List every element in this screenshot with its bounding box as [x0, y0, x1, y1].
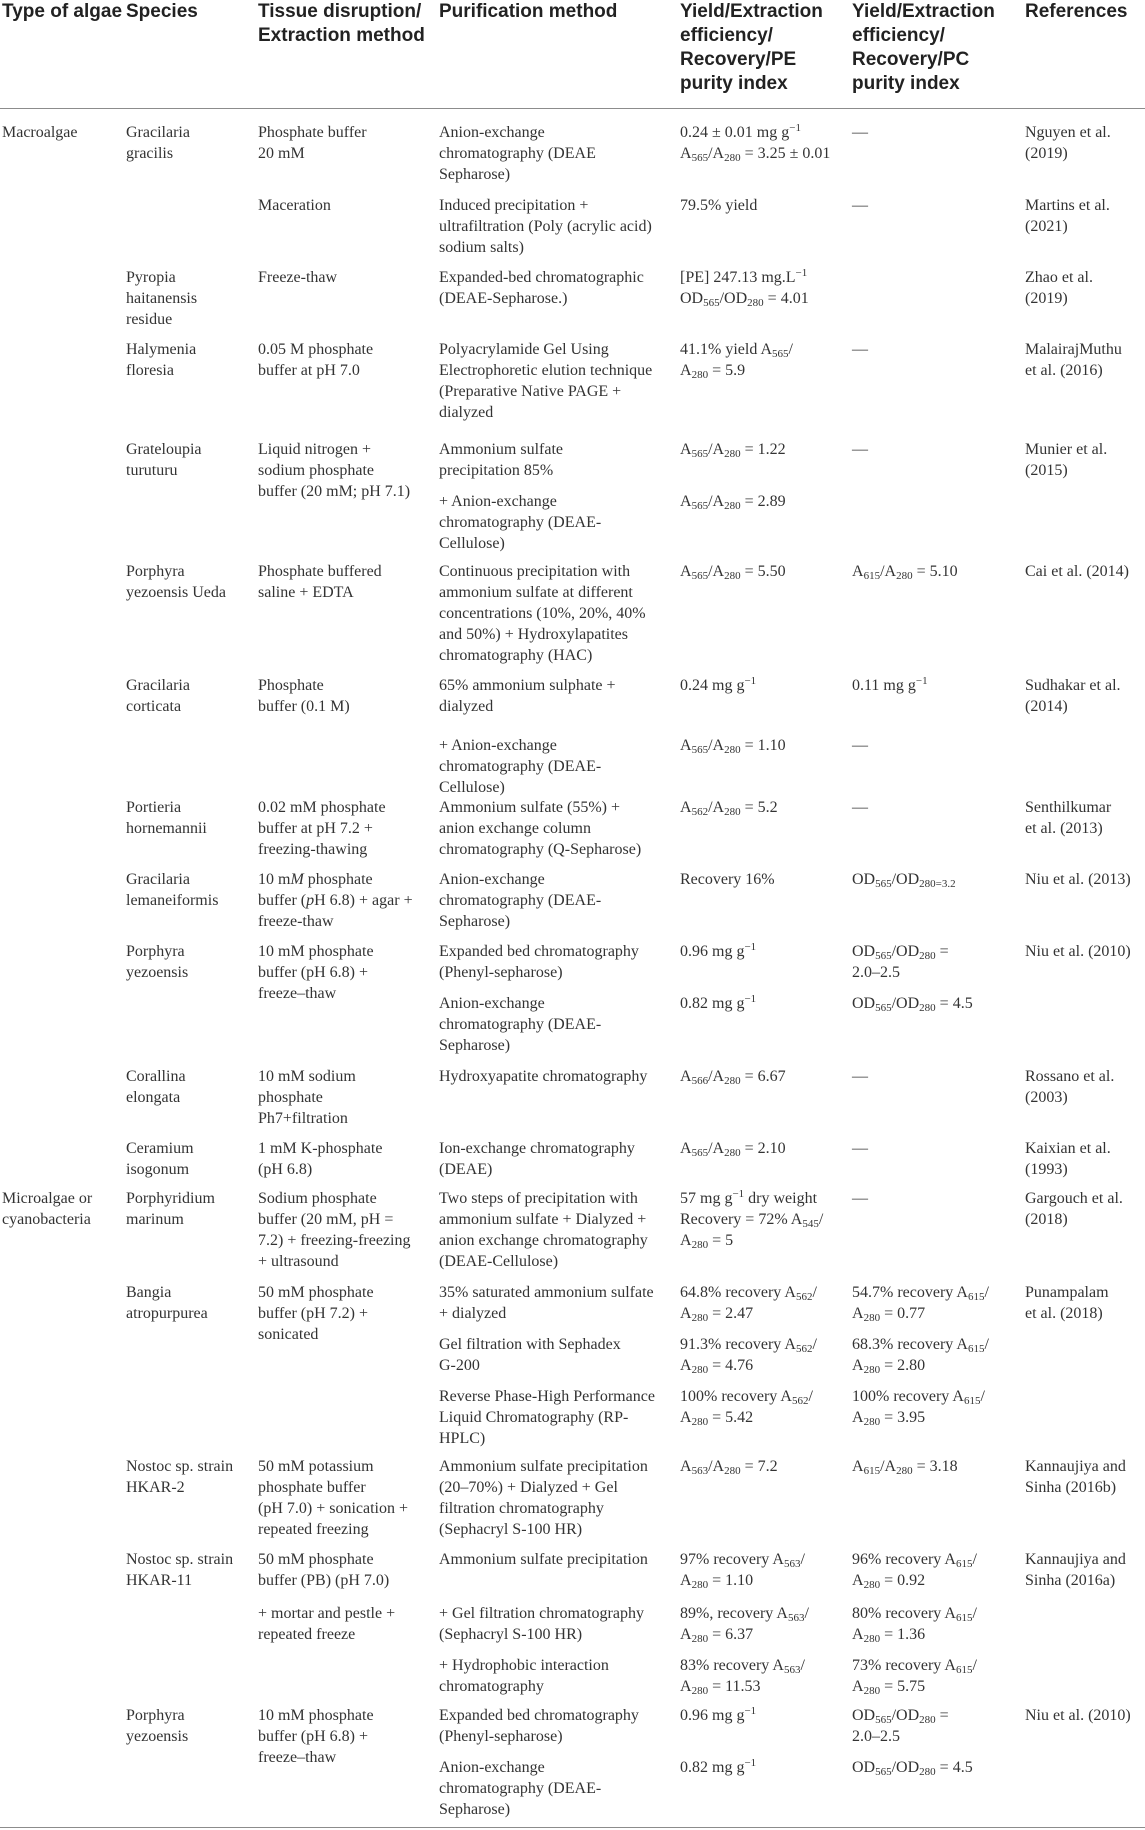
pe-index-cell: $A_{562}/A_{280} = 5.2$ [680, 799, 778, 818]
purification-method-cell: + Hydrophobic interaction chromatography [439, 1657, 609, 1695]
purification-method-cell: Anion-exchange chromatography (DEAE Sepharose) [439, 124, 596, 183]
pc-index-cell: $OD_{565}/OD_{280}$ = 2.0–2.5 [852, 1707, 949, 1745]
purification-method-cell: + Gel filtration chromatography (Sephacryl S-100 HR) [439, 1605, 644, 1643]
species-cell: Gracilaria corticata [126, 677, 190, 715]
pc-index-cell: 96% recovery $A_{615}/$ $A_{280} = 0.92$ [852, 1551, 977, 1591]
pe-index-cell: $A_{563}/A_{280} = 7.2$ [680, 1458, 778, 1477]
purification-method-cell: Anion-exchange chromatography (DEAE- Sepharose) [439, 871, 602, 930]
reference-cell: Niu et al. (2010) [1025, 1707, 1131, 1724]
purification-method-cell: Hydroxyapatite chromatography [439, 1068, 648, 1085]
species-cell: Nostoc sp. strain HKAR-2 [126, 1458, 234, 1496]
column-header: Purification method [439, 1, 618, 22]
purification-method-cell: Continuous precipitation with ammonium sulfate at different concentrations (10%, 20%, 40% and 50%) + Hydroxylapatites chromatography (HAC) [439, 563, 646, 664]
pc-index-cell: $OD_{565}/OD_{280} = 4.5$ [852, 995, 973, 1014]
reference-cell: Martins et al. (2021) [1025, 197, 1110, 235]
pe-index-cell: 100% recovery $A_{562}/$ $A_{280} = 5.42$ [680, 1388, 813, 1428]
column-header: Tissue disruption/ Extraction method [258, 1, 425, 46]
pe-index-cell: 89%, recovery $A_{563}/$ $A_{280} = 6.37$ [680, 1605, 809, 1645]
pe-index-cell: 41.1% yield $A_{565}/$ $A_{280} = 5.9$ [680, 341, 793, 381]
purification-method-cell: Anion-exchange chromatography (DEAE- Sepharose) [439, 1759, 602, 1818]
species-cell: Ceramium isogonum [126, 1140, 194, 1178]
column-header: Yield/Extraction efficiency/ Recovery/PE purity index [680, 1, 823, 94]
reference-cell: Zhao et al. (2019) [1025, 269, 1093, 307]
algae-type-cell: Microalgae or cyanobacteria [2, 1190, 93, 1228]
purification-method-cell: Ammonium sulfate precipitation 85% [439, 441, 563, 479]
pc-index-cell: — [852, 341, 868, 358]
column-header: References [1025, 1, 1128, 22]
reference-cell: Niu et al. (2013) [1025, 871, 1131, 888]
pc-index-cell: — [852, 197, 868, 214]
reference-cell: Nguyen et al. (2019) [1025, 124, 1111, 162]
pe-index-cell: 64.8% recovery $A_{562}/$ $A_{280} = 2.47$ [680, 1284, 817, 1324]
column-header: Yield/Extraction efficiency/ Recovery/PC purity index [852, 1, 995, 94]
pc-index-cell: 73% recovery $A_{615}/$ $A_{280} = 5.75$ [852, 1657, 977, 1697]
pc-index-cell: — [852, 1140, 868, 1157]
header-rule [0, 108, 1145, 109]
pe-index-cell: 0.82 mg $g^{-1}$ [680, 1757, 757, 1776]
purification-method-cell: Expanded bed chromatography (Phenyl-sepharose) [439, 943, 639, 981]
pc-index-cell: — [852, 124, 868, 141]
reference-cell: Rossano et al. (2003) [1025, 1068, 1115, 1106]
species-cell: Pyropia haitanensis residue [126, 269, 198, 328]
tissue-disruption-cell: Sodium phosphate buffer (20 mM, pH = 7.2) + freezing-freezing + ultrasound [258, 1190, 411, 1270]
species-cell: Porphyra yezoensis [126, 943, 189, 981]
species-cell: Gracilaria gracilis [126, 124, 190, 162]
purification-method-cell: Reverse Phase-High Performance Liquid Chromatography (RP- HPLC) [439, 1388, 655, 1447]
pc-index-cell: 68.3% recovery $A_{615}/$ $A_{280} = 2.80$ [852, 1336, 989, 1376]
pe-index-cell: 97% recovery $A_{563}/$ $A_{280} = 1.10$ [680, 1551, 805, 1591]
pe-index-cell: 0.82 mg $g^{-1}$ [680, 993, 757, 1012]
tissue-disruption-cell: 50 mM phosphate buffer (pH 7.2) + sonicated [258, 1284, 374, 1343]
purification-method-cell: Expanded-bed chromatographic (DEAE-Sepharose.) [439, 269, 644, 307]
purification-method-cell: Two steps of precipitation with ammonium sulfate + Dialyzed + anion exchange chromatography (DEAE-Cellulose) [439, 1190, 648, 1270]
pe-index-cell: 57 mg $g^{-1}$ dry weight Recovery = 72% $A_{545}/$ $A_{280} = 5$ [680, 1188, 824, 1251]
tissue-disruption-cell: + mortar and pestle + repeated freeze [258, 1605, 396, 1643]
tissue-disruption-cell: Phosphate buffer (0.1 M) [258, 677, 350, 715]
pe-index-cell: $A_{565}/A_{280} = 1.10$ [680, 737, 786, 756]
species-cell: Gracilaria lemaneiformis [126, 871, 219, 909]
reference-cell: Munier et al. (2015) [1025, 441, 1108, 479]
tissue-disruption-cell: 10 mM phosphate buffer (pH 6.8) + freeze–thaw [258, 943, 374, 1002]
pe-index-cell: 91.3% recovery $A_{562}/$ $A_{280} = 4.76$ [680, 1336, 817, 1376]
purification-method-cell: Ammonium sulfate precipitation (20–70%) + Dialyzed + Gel filtration chromatography (Sephacryl S-100 HR) [439, 1458, 648, 1538]
pc-index-cell: $A_{615}/A_{280} = 3.18$ [852, 1458, 958, 1477]
tissue-disruption-cell: 0.02 mM phosphate buffer at pH 7.2 + freezing-thawing [258, 799, 386, 858]
purification-method-cell: 65% ammonium sulphate + dialyzed [439, 677, 616, 715]
purification-method-cell: Gel filtration with Sephadex G-200 [439, 1336, 621, 1374]
tissue-disruption-cell: Freeze-thaw [258, 269, 338, 286]
reference-cell: Kannaujiya and Sinha (2016b) [1025, 1458, 1126, 1496]
reference-cell: Sudhakar et al. (2014) [1025, 677, 1121, 715]
tissue-disruption-cell: 0.05 M phosphate buffer at pH 7.0 [258, 341, 374, 379]
tissue-disruption-cell: Phosphate buffered saline + EDTA [258, 563, 382, 601]
reference-cell: Gargouch et al. (2018) [1025, 1190, 1123, 1228]
pc-index-cell: — [852, 441, 868, 458]
purification-method-cell: 35% saturated ammonium sulfate + dialyzed [439, 1284, 654, 1322]
algae-type-cell: Macroalgae [2, 124, 78, 141]
species-cell: Porphyra yezoensis [126, 1707, 189, 1745]
pe-index-cell: 0.24 mg $g^{-1}$ [680, 675, 757, 694]
pe-index-cell: $A_{565}/A_{280} = 2.10$ [680, 1140, 786, 1159]
purification-method-cell: Anion-exchange chromatography (DEAE- Sepharose) [439, 995, 602, 1054]
tissue-disruption-cell: 10 mM phosphate buffer (pH 6.8) + agar + freeze-thaw [258, 871, 413, 930]
tissue-disruption-cell: Liquid nitrogen + sodium phosphate buffer (20 mM; pH 7.1) [258, 441, 411, 500]
purification-method-cell: Ion-exchange chromatography (DEAE) [439, 1140, 635, 1178]
species-cell: Corallina elongata [126, 1068, 186, 1106]
pe-index-cell: 0.96 mg $g^{-1}$ [680, 1705, 757, 1724]
reference-cell: Punampalam et al. (2018) [1025, 1284, 1109, 1322]
tissue-disruption-cell: 10 mM sodium phosphate Ph7+filtration [258, 1068, 356, 1127]
purification-method-cell: Induced precipitation + ultrafiltration (Poly (acrylic acid) sodium salts) [439, 197, 652, 256]
pc-index-cell: $OD_{565}/OD_{280=3.2}$ [852, 871, 956, 890]
tissue-disruption-cell: 1 mM K-phosphate (pH 6.8) [258, 1140, 383, 1178]
tissue-disruption-cell: 50 mM phosphate buffer (PB) (pH 7.0) [258, 1551, 390, 1589]
pe-index-cell: 79.5% yield [680, 197, 758, 214]
species-cell: Porphyridium marinum [126, 1190, 215, 1228]
reference-cell: Kaixian et al. (1993) [1025, 1140, 1111, 1178]
purification-method-cell: Ammonium sulfate precipitation [439, 1551, 648, 1568]
column-header: Type of algae [2, 1, 123, 22]
pc-index-cell: $OD_{565}/OD_{280} = 4.5$ [852, 1759, 973, 1778]
reference-cell: Kannaujiya and Sinha (2016a) [1025, 1551, 1126, 1589]
tissue-disruption-cell: 50 mM potassium phosphate buffer (pH 7.0) + sonication + repeated freezing [258, 1458, 409, 1538]
purification-method-cell: + Anion-exchange chromatography (DEAE- Cellulose) [439, 737, 602, 796]
reference-cell: Senthilkumar et al. (2013) [1025, 799, 1112, 837]
species-cell: Halymenia floresia [126, 341, 197, 379]
pc-index-cell: 80% recovery $A_{615}/$ $A_{280} = 1.36$ [852, 1605, 977, 1645]
pc-index-cell: $A_{615}/A_{280} = 5.10$ [852, 563, 958, 582]
reference-cell: MalairajMuthu et al. (2016) [1025, 341, 1122, 379]
pe-index-cell: $A_{565}/A_{280} = 2.89$ [680, 493, 786, 512]
tissue-disruption-cell: Maceration [258, 197, 331, 214]
reference-cell: Cai et al. (2014) [1025, 563, 1129, 580]
pe-index-cell: $A_{566}/A_{280} = 6.67$ [680, 1068, 786, 1087]
pe-index-cell: 83% recovery $A_{563}/$ $A_{280} = 11.53$ [680, 1657, 805, 1697]
pe-index-cell: [PE] 247.13 $mg.L^{-1}$ $OD_{565}/OD_{280} = 4.01$ [680, 267, 809, 309]
pc-index-cell: — [852, 737, 868, 754]
species-cell: Bangia atropurpurea [126, 1284, 208, 1322]
pc-index-cell: $OD_{565}/OD_{280}$ = 2.0–2.5 [852, 943, 949, 981]
column-header: Species [126, 1, 198, 22]
pe-index-cell: $A_{565}/A_{280} = 5.50$ [680, 563, 786, 582]
purification-method-cell: Polyacrylamide Gel Using Electrophoretic elution technique (Preparative Native PAGE + dialyzed [439, 341, 653, 421]
tissue-disruption-cell: Phosphate buffer 20 mM [258, 124, 367, 162]
purification-method-cell: + Anion-exchange chromatography (DEAE- Cellulose) [439, 493, 602, 552]
species-cell: Portieria hornemannii [126, 799, 207, 837]
pe-index-cell: Recovery 16% [680, 871, 775, 888]
pe-index-cell: $A_{565}/A_{280} = 1.22$ [680, 441, 786, 460]
species-cell: Grateloupia turuturu [126, 441, 202, 479]
purification-method-cell: Expanded bed chromatography (Phenyl-sepharose) [439, 1707, 639, 1745]
pe-index-cell: 0.24 ± 0.01 mg $g^{-1}$ $A_{565}/A_{280} = 3.25 \pm 0.01$ [680, 122, 831, 164]
bottom-rule [0, 1827, 1145, 1828]
pc-index-cell: 100% recovery $A_{615}/$ $A_{280} = 3.95$ [852, 1388, 985, 1428]
pe-index-cell: 0.96 mg $g^{-1}$ [680, 941, 757, 960]
pc-index-cell: — [852, 1190, 868, 1207]
species-cell: Nostoc sp. strain HKAR-11 [126, 1551, 234, 1589]
purification-method-cell: Ammonium sulfate (55%) + anion exchange column chromatography (Q-Sepharose) [439, 799, 642, 858]
tissue-disruption-cell: 10 mM phosphate buffer (pH 6.8) + freeze–thaw [258, 1707, 374, 1766]
pc-index-cell: — [852, 799, 868, 816]
pc-index-cell: 54.7% recovery $A_{615}/$ $A_{280} = 0.77$ [852, 1284, 989, 1324]
pc-index-cell: 0.11 mg $g^{-1}$ [852, 675, 928, 694]
pc-index-cell: — [852, 1068, 868, 1085]
reference-cell: Niu et al. (2010) [1025, 943, 1131, 960]
species-cell: Porphyra yezoensis Ueda [126, 563, 226, 601]
